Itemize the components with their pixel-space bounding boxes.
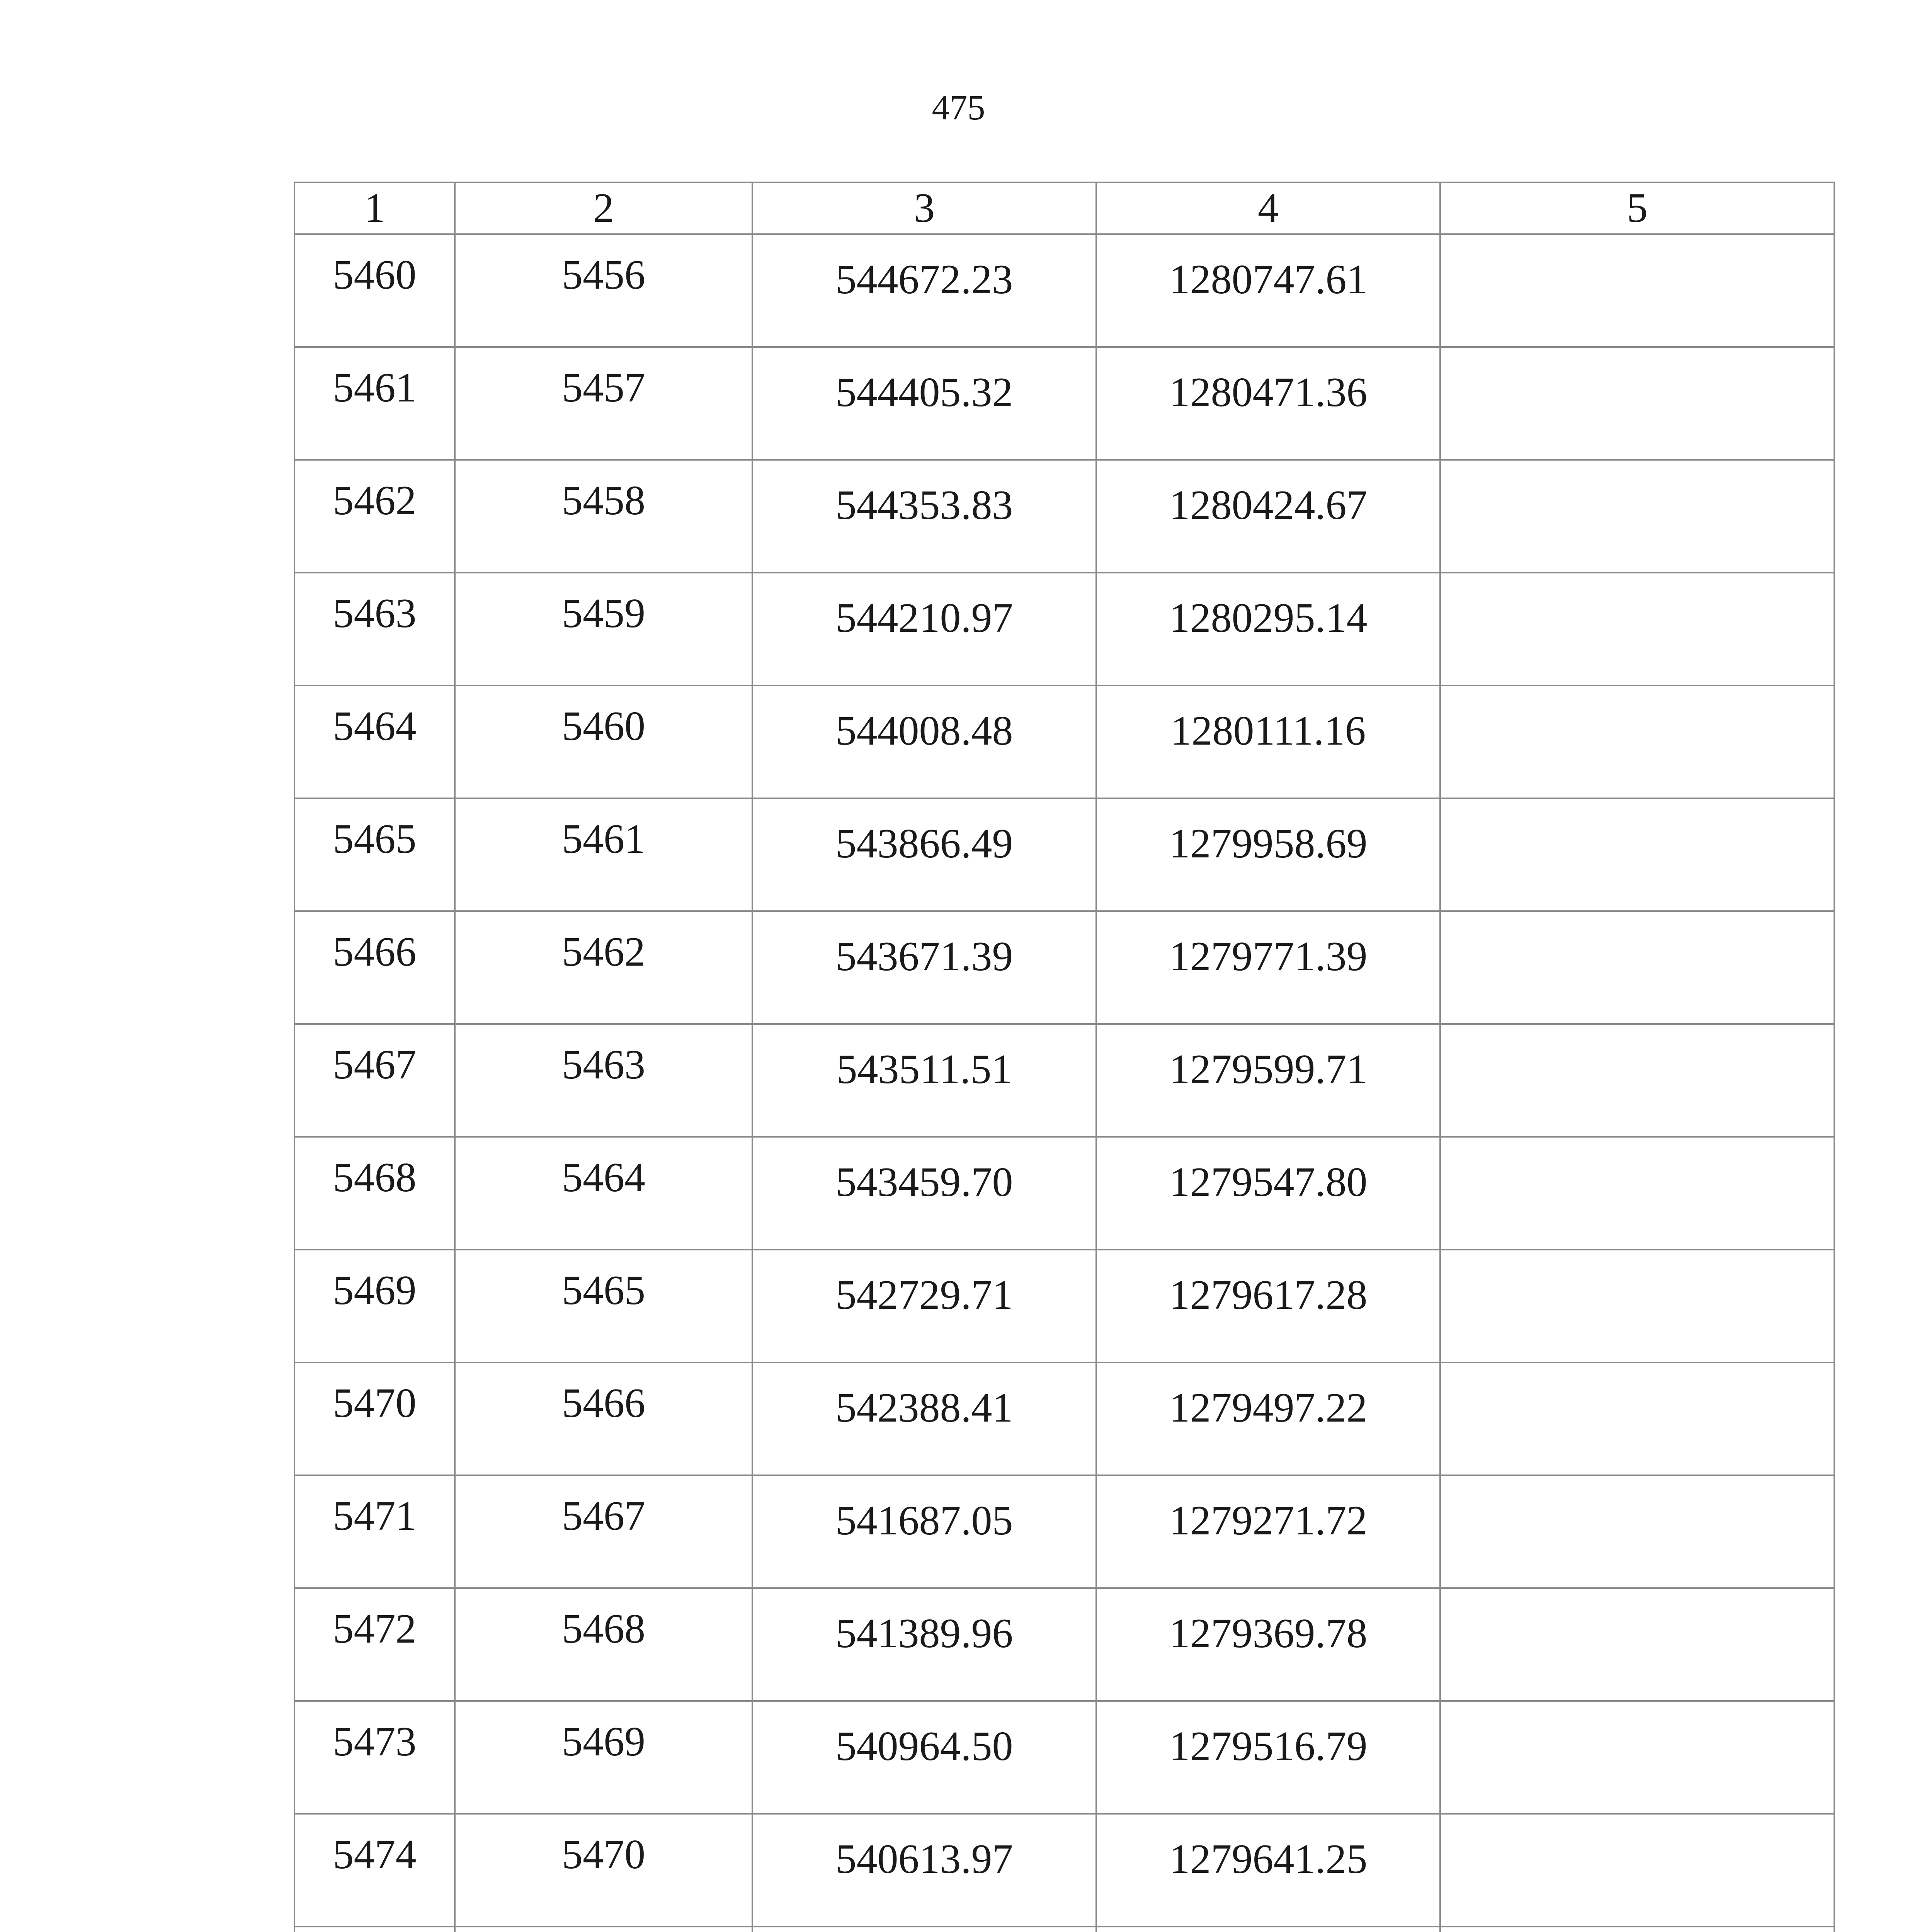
note-cell <box>1440 798 1834 911</box>
ref-number-cell: 5469 <box>455 1701 752 1814</box>
point-number-cell: 5460 <box>294 234 455 347</box>
point-number-cell: 5472 <box>294 1588 455 1701</box>
note-cell <box>1440 1475 1834 1588</box>
table-row <box>294 1814 1834 1927</box>
note-cell <box>1440 1927 1834 1932</box>
table-header <box>294 182 1834 234</box>
y-coordinate-cell: 1280747.61 <box>1096 234 1440 347</box>
table-row <box>294 234 1834 347</box>
point-number-cell: 5464 <box>294 685 455 798</box>
x-coordinate-cell: 542388.41 <box>752 1362 1096 1475</box>
table-row <box>294 1137 1834 1250</box>
column-header-3: 3 <box>752 182 1096 234</box>
note-cell <box>1440 347 1834 460</box>
x-coordinate-cell: 542729.71 <box>752 1250 1096 1362</box>
point-number-cell: 5465 <box>294 798 455 911</box>
x-coordinate-cell <box>752 1927 1096 1932</box>
point-number-cell: 5469 <box>294 1250 455 1362</box>
y-coordinate-cell: 1279641.25 <box>1096 1814 1440 1927</box>
point-number-cell: 5467 <box>294 1024 455 1137</box>
table-row <box>294 1588 1834 1701</box>
ref-number-cell: 5465 <box>455 1250 752 1362</box>
point-number-cell: 5471 <box>294 1475 455 1588</box>
table-row <box>294 1024 1834 1137</box>
x-coordinate-cell: 543511.51 <box>752 1024 1096 1137</box>
y-coordinate-cell: 1279516.79 <box>1096 1701 1440 1814</box>
x-coordinate-cell: 544210.97 <box>752 573 1096 685</box>
x-coordinate-cell: 544672.23 <box>752 234 1096 347</box>
ref-number-cell <box>455 1927 752 1932</box>
ref-number-cell: 5460 <box>455 685 752 798</box>
ref-number-cell: 5470 <box>455 1814 752 1927</box>
y-coordinate-cell: 1279599.71 <box>1096 1024 1440 1137</box>
note-cell <box>1440 1588 1834 1701</box>
ref-number-cell: 5464 <box>455 1137 752 1250</box>
x-coordinate-cell: 544405.32 <box>752 347 1096 460</box>
y-coordinate-cell: 1279497.22 <box>1096 1362 1440 1475</box>
y-coordinate-cell: 1280295.14 <box>1096 573 1440 685</box>
table-row <box>294 911 1834 1024</box>
x-coordinate-cell: 541389.96 <box>752 1588 1096 1701</box>
y-coordinate-cell: 1279369.78 <box>1096 1588 1440 1701</box>
coordinates-table <box>294 182 1835 1932</box>
point-number-cell: 5474 <box>294 1814 455 1927</box>
column-header-4: 4 <box>1096 182 1440 234</box>
point-number-cell: 5466 <box>294 911 455 1024</box>
ref-number-cell: 5458 <box>455 460 752 573</box>
x-coordinate-cell: 540964.50 <box>752 1701 1096 1814</box>
ref-number-cell: 5457 <box>455 347 752 460</box>
x-coordinate-cell: 541687.05 <box>752 1475 1096 1588</box>
page-number: 475 <box>932 88 985 127</box>
ref-number-cell: 5468 <box>455 1588 752 1701</box>
y-coordinate-cell: 1279771.39 <box>1096 911 1440 1024</box>
ref-number-cell: 5459 <box>455 573 752 685</box>
note-cell <box>1440 1701 1834 1814</box>
note-cell <box>1440 1362 1834 1475</box>
y-coordinate-cell: 1279271.72 <box>1096 1475 1440 1588</box>
y-coordinate-cell: 1280471.36 <box>1096 347 1440 460</box>
table-row <box>294 347 1834 460</box>
y-coordinate-cell: 1280111.16 <box>1096 685 1440 798</box>
table-row <box>294 1475 1834 1588</box>
x-coordinate-cell: 540613.97 <box>752 1814 1096 1927</box>
ref-number-cell: 5462 <box>455 911 752 1024</box>
point-number-cell: 5461 <box>294 347 455 460</box>
point-number-cell <box>294 1927 455 1932</box>
y-coordinate-cell: 1279958.69 <box>1096 798 1440 911</box>
point-number-cell: 5462 <box>294 460 455 573</box>
column-header-5: 5 <box>1440 182 1834 234</box>
table-row <box>294 1927 1834 1932</box>
table-body <box>294 234 1834 1932</box>
y-coordinate-cell: 1279547.80 <box>1096 1137 1440 1250</box>
note-cell <box>1440 685 1834 798</box>
table-row <box>294 798 1834 911</box>
ref-number-cell: 5461 <box>455 798 752 911</box>
ref-number-cell: 5466 <box>455 1362 752 1475</box>
x-coordinate-cell: 544353.83 <box>752 460 1096 573</box>
y-coordinate-cell: 1279617.28 <box>1096 1250 1440 1362</box>
note-cell <box>1440 1137 1834 1250</box>
note-cell <box>1440 234 1834 347</box>
x-coordinate-cell: 544008.48 <box>752 685 1096 798</box>
column-header-2: 2 <box>455 182 752 234</box>
table-row <box>294 1701 1834 1814</box>
note-cell <box>1440 460 1834 573</box>
note-cell <box>1440 1024 1834 1137</box>
column-header-1: 1 <box>294 182 455 234</box>
note-cell <box>1440 573 1834 685</box>
point-number-cell: 5468 <box>294 1137 455 1250</box>
y-coordinate-cell: 1280424.67 <box>1096 460 1440 573</box>
note-cell <box>1440 911 1834 1024</box>
x-coordinate-cell: 543671.39 <box>752 911 1096 1024</box>
table-row <box>294 573 1834 685</box>
note-cell <box>1440 1250 1834 1362</box>
table-row <box>294 1250 1834 1362</box>
x-coordinate-cell: 543866.49 <box>752 798 1096 911</box>
table-row <box>294 685 1834 798</box>
header-row <box>294 182 1834 234</box>
ref-number-cell: 5463 <box>455 1024 752 1137</box>
ref-number-cell: 5456 <box>455 234 752 347</box>
point-number-cell: 5470 <box>294 1362 455 1475</box>
ref-number-cell: 5467 <box>455 1475 752 1588</box>
point-number-cell: 5473 <box>294 1701 455 1814</box>
note-cell <box>1440 1814 1834 1927</box>
table-row <box>294 1362 1834 1475</box>
table-row <box>294 460 1834 573</box>
point-number-cell: 5463 <box>294 573 455 685</box>
x-coordinate-cell: 543459.70 <box>752 1137 1096 1250</box>
y-coordinate-cell <box>1096 1927 1440 1932</box>
